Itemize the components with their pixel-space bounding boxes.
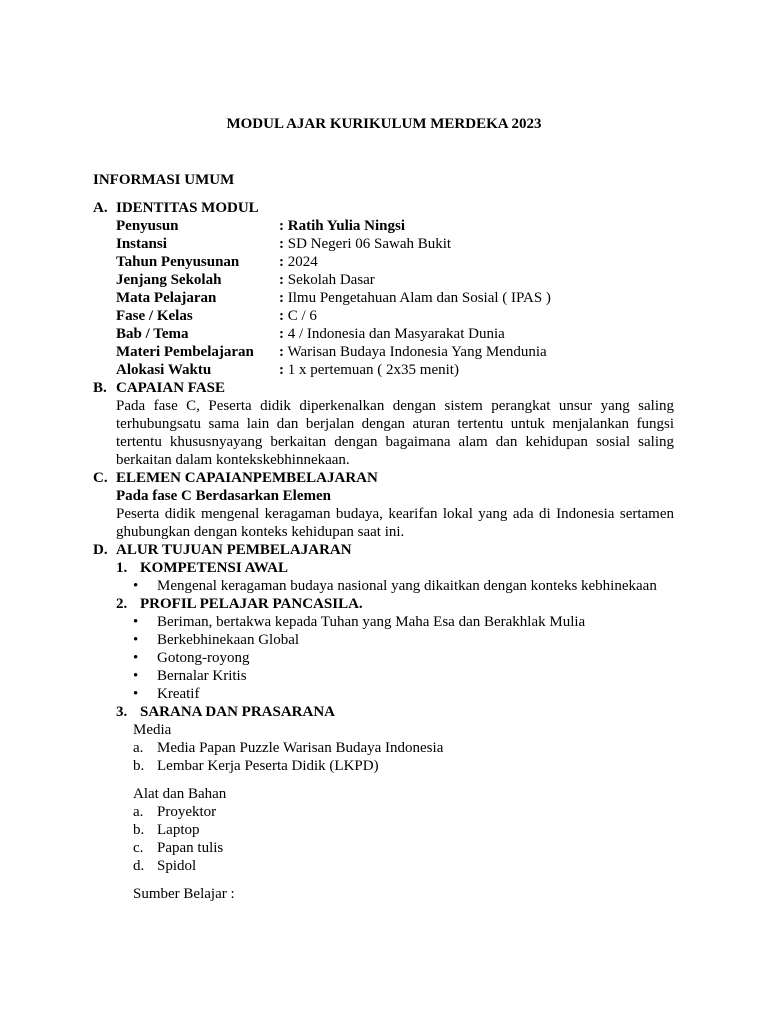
kompetensi-list [93, 577, 674, 595]
bullet-icon: • [133, 632, 139, 648]
colon-separator: : [279, 290, 284, 306]
subsection-number: 2. [116, 596, 128, 612]
identitas-value: 1 x pertemuan ( 2x35 menit) [287, 362, 459, 378]
profil-heading [116, 595, 674, 613]
subsection-title: SARANA DAN PRASARANA [140, 704, 336, 720]
list-text: Papan tulis [157, 840, 224, 856]
identitas-key: Mata Pelajaran [116, 290, 217, 306]
capaian-heading [93, 379, 674, 397]
identitas-row [116, 343, 674, 361]
identitas-value-cell [279, 217, 674, 235]
identitas-key: Alokasi Waktu [116, 362, 212, 378]
list-text: Lembar Kerja Peserta Didik (LKPD) [157, 758, 379, 774]
subsection-title: KOMPETENSI AWAL [140, 560, 288, 576]
identitas-key: Bab / Tema [116, 326, 189, 342]
list-text: Laptop [157, 822, 200, 838]
list-marker: b. [133, 822, 145, 838]
identitas-value: C / 6 [287, 308, 317, 324]
bullet-text: Berkebhinekaan Global [157, 632, 300, 648]
list-item [133, 739, 674, 757]
bullet-item [133, 613, 674, 631]
section-title: CAPAIAN FASE [116, 380, 226, 396]
bullet-icon: • [133, 686, 139, 702]
media-list [93, 739, 674, 775]
bullet-item [133, 685, 674, 703]
alat-list [93, 803, 674, 875]
list-text: Spidol [157, 858, 197, 874]
document-title: MODUL AJAR KURIKULUM MERDEKA 2023 [226, 116, 542, 132]
identitas-value: 4 / Indonesia dan Masyarakat Dunia [287, 326, 505, 342]
elemen-heading [93, 469, 674, 487]
identitas-key: Tahun Penyusunan [116, 254, 240, 270]
identitas-value: Warisan Budaya Indonesia Yang Mendunia [287, 344, 547, 360]
identitas-value-cell [279, 235, 674, 253]
list-marker: c. [133, 840, 144, 856]
alur-heading [93, 541, 674, 559]
bullet-text: Kreatif [157, 686, 200, 702]
identitas-value: Ilmu Pengetahuan Alam dan Sosial ( IPAS ) [287, 290, 551, 306]
section-letter: A. [93, 200, 108, 216]
bullet-item [133, 631, 674, 649]
identitas-value-cell [279, 271, 674, 289]
identitas-value-cell [279, 253, 674, 271]
bullet-item [133, 577, 674, 595]
identitas-value-cell [279, 325, 674, 343]
colon-separator: : [279, 362, 284, 378]
identitas-row [116, 289, 674, 307]
list-item [133, 821, 674, 839]
list-item [133, 757, 674, 775]
bullet-icon: • [133, 578, 139, 594]
bullet-text: Gotong-royong [157, 650, 250, 666]
identitas-value-cell [279, 289, 674, 307]
media-label: Media [133, 722, 172, 738]
colon-separator: : [279, 218, 284, 234]
identitas-value: SD Negeri 06 Sawah Bukit [287, 236, 452, 252]
capaian-text: Pada fase C, Peserta didik diperkenalkan dengan sistem perangkat unsur yang saling terhubungsatu sama lain dan berjalan dengan aturan tertentu untuk menjalankan fungsi tertentu khususnyayang berkaitan dengan bagaimana alam dan kehidupan sosial saling berkaitan dalam kontekskebhinnekaan. [116, 398, 674, 468]
section-title: ELEMEN CAPAIANPEMBELAJARAN [116, 470, 378, 486]
bullet-text: Mengenal keragaman budaya nasional yang dikaitkan dengan konteks kebhinekaan [157, 578, 657, 594]
section-title: ALUR TUJUAN PEMBELAJARAN [116, 542, 352, 558]
identitas-key: Materi Pembelajaran [116, 344, 254, 360]
sumber-label: Sumber Belajar : [133, 886, 235, 902]
identitas-key: Instansi [116, 236, 167, 252]
list-marker: a. [133, 804, 144, 820]
subsection-number: 1. [116, 560, 128, 576]
alat-label: Alat dan Bahan [133, 786, 227, 802]
list-item [133, 803, 674, 821]
bullet-text: Bernalar Kritis [157, 668, 247, 684]
identitas-row [116, 271, 674, 289]
colon-separator: : [279, 272, 284, 288]
document-body [93, 199, 674, 903]
colon-separator: : [279, 308, 284, 324]
elemen-text: Peserta didik mengenal keragaman budaya, kearifan lokal yang ada di Indonesia sertamen ghubungkan dengan konteks kehidupan saat ini. [116, 506, 674, 540]
colon-separator: : [279, 326, 284, 342]
identitas-row [116, 217, 674, 235]
identitas-row [116, 235, 674, 253]
bullet-icon: • [133, 614, 139, 630]
identitas-value: 2024 [287, 254, 318, 270]
identitas-key: Penyusun [116, 218, 179, 234]
subsection-title: PROFIL PELAJAR PANCASILA. [140, 596, 363, 612]
section-title: IDENTITAS MODUL [116, 200, 259, 216]
identitas-row [116, 307, 674, 325]
list-item [133, 839, 674, 857]
subsection-number: 3. [116, 704, 128, 720]
list-marker: b. [133, 758, 145, 774]
identitas-key: Fase / Kelas [116, 308, 193, 324]
section-letter: C. [93, 470, 108, 486]
identitas-row [116, 325, 674, 343]
colon-separator: : [279, 344, 284, 360]
profil-list [93, 613, 674, 703]
list-marker: a. [133, 740, 144, 756]
list-text: Proyektor [157, 804, 217, 820]
kompetensi-heading [116, 559, 674, 577]
identitas-value: Ratih Yulia Ningsi [287, 218, 406, 234]
list-text: Media Papan Puzzle Warisan Budaya Indonesia [157, 740, 444, 756]
colon-separator: : [279, 254, 284, 270]
section-letter: D. [93, 542, 108, 558]
identitas-row [116, 361, 674, 379]
identitas-row [116, 253, 674, 271]
elemen-subheading: Pada fase C Berdasarkan Elemen [116, 488, 331, 504]
list-marker: d. [133, 858, 145, 874]
bullet-icon: • [133, 650, 139, 666]
identitas-value-cell [279, 343, 674, 361]
bullet-item [133, 649, 674, 667]
sarana-heading [116, 703, 674, 721]
section-letter: B. [93, 380, 107, 396]
colon-separator: : [279, 236, 284, 252]
informasi-umum-heading: INFORMASI UMUM [93, 172, 235, 188]
bullet-text: Beriman, bertakwa kepada Tuhan yang Maha Esa dan Berakhlak Mulia [157, 614, 586, 630]
identitas-heading [93, 199, 674, 217]
identitas-value: Sekolah Dasar [287, 272, 375, 288]
identitas-table [93, 217, 674, 379]
identitas-value-cell [279, 361, 674, 379]
identitas-key: Jenjang Sekolah [116, 272, 222, 288]
identitas-value-cell [279, 307, 674, 325]
bullet-icon: • [133, 668, 139, 684]
list-item [133, 857, 674, 875]
bullet-item [133, 667, 674, 685]
